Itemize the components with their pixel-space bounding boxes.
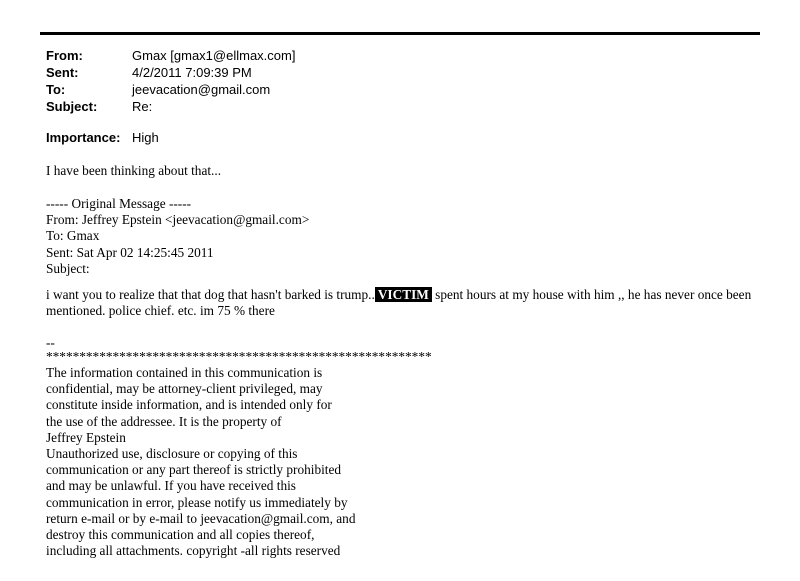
- disclaimer-line: communication in error, please notify us immediately by: [46, 494, 348, 510]
- from-label: From:: [46, 48, 83, 63]
- subject-label: Subject:: [46, 99, 98, 114]
- signature-dash: --: [46, 335, 55, 350]
- original-from: From: Jeffrey Epstein <jeevacation@gmail.com>: [46, 212, 310, 228]
- subject-value: Re:: [132, 99, 153, 114]
- original-message-header: [46, 196, 309, 277]
- disclaimer-line: including all attachments. copyright -all rights reserved: [46, 543, 341, 559]
- message-part-2: spent hours at my house with him ,, he has never once been: [435, 287, 752, 302]
- disclaimer-line: constitute inside information, and is intended only for: [46, 397, 332, 413]
- original-subject: Subject:: [46, 260, 90, 276]
- redaction-box: VICTIM: [375, 287, 432, 302]
- to-value: jeevacation@gmail.com: [132, 82, 271, 97]
- original-divider: ----- Original Message -----: [46, 196, 192, 211]
- original-message-body: [46, 287, 751, 319]
- top-rule: [40, 32, 760, 35]
- message-part-1: i want you to realize that that dog that hasn't barked is trump..: [46, 287, 375, 302]
- disclaimer-line: confidential, may be attorney-client privileged, may: [46, 381, 323, 397]
- message-line-1: [46, 287, 751, 303]
- to-label: To:: [46, 82, 66, 97]
- disclaimer-line: The information contained in this communication is: [46, 365, 323, 380]
- importance-value: High: [132, 130, 159, 145]
- confidentiality-disclaimer: [46, 365, 355, 559]
- message-line-2: mentioned. police chief. etc. im 75 % there: [46, 303, 275, 319]
- disclaimer-line: return e-mail or by e-mail to jeevacation@gmail.com, and: [46, 510, 356, 526]
- disclaimer-line: the use of the addressee. It is the property of: [46, 413, 282, 429]
- from-value: Gmax [gmax1@ellmax.com]: [132, 48, 296, 63]
- importance-label: Importance:: [46, 130, 121, 145]
- disclaimer-line: communication or any part thereof is strictly prohibited: [46, 462, 342, 478]
- original-sent: Sent: Sat Apr 02 14:25:45 2011: [46, 244, 214, 260]
- original-to: To: Gmax: [46, 228, 100, 244]
- disclaimer-line: Unauthorized use, disclosure or copying of this: [46, 445, 298, 461]
- sent-label: Sent:: [46, 65, 79, 80]
- signature-stars: **********************************************************: [46, 349, 432, 364]
- disclaimer-line: Jeffrey Epstein: [46, 429, 126, 445]
- sent-value: 4/2/2011 7:09:39 PM: [132, 65, 252, 80]
- disclaimer-line: and may be unlawful. If you have received this: [46, 478, 296, 494]
- disclaimer-line: destroy this communication and all copies thereof,: [46, 526, 315, 542]
- reply-text: I have been thinking about that...: [46, 163, 222, 178]
